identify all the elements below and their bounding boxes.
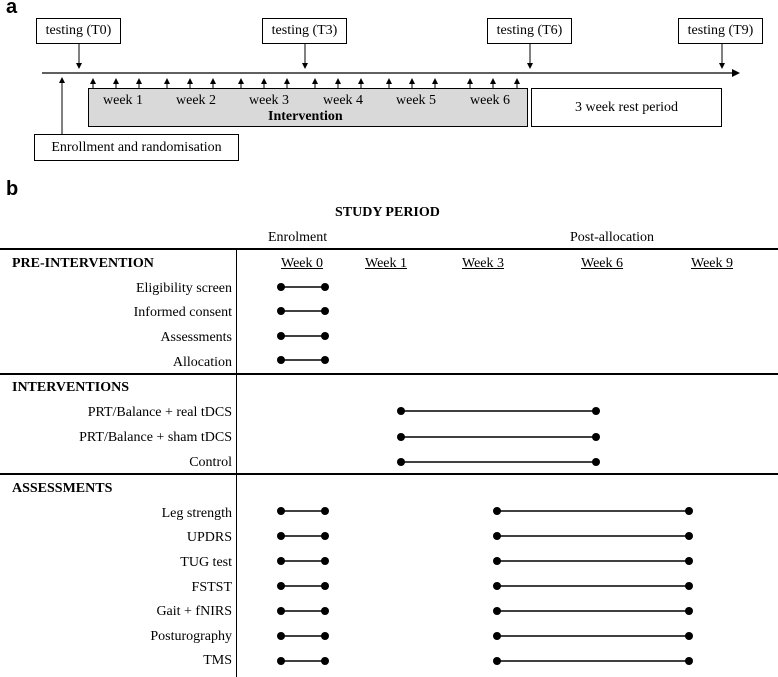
timeline-dot-17-start — [493, 557, 501, 565]
timeline-dot-7-end — [592, 458, 600, 466]
timeline-dot-10-start — [277, 557, 285, 565]
timeline-dot-8-end — [321, 507, 329, 515]
timeline-dot-13-start — [277, 632, 285, 640]
enrolment-header: Enrolment — [268, 230, 328, 245]
timeline-dot-15-start — [493, 507, 501, 515]
timeline-dot-17-end — [685, 557, 693, 565]
timeline-dot-5-end — [592, 407, 600, 415]
timeline-dot-8-start — [277, 507, 285, 515]
timeline-dot-2-end — [321, 307, 329, 315]
timeline-dot-10-end — [321, 557, 329, 565]
week-2-label: week 2 — [176, 93, 217, 108]
timeline-dot-21-start — [493, 657, 501, 665]
post-allocation-header: Post-allocation — [570, 230, 654, 245]
row-posturography: Posturography — [150, 629, 232, 644]
intervention-label: Intervention — [268, 109, 343, 124]
timeline-dot-12-start — [277, 607, 285, 615]
col-week-3: Week 3 — [461, 256, 505, 271]
timeline-dot-11-end — [321, 582, 329, 590]
timeline-dot-12-end — [321, 607, 329, 615]
col-week-1: Week 1 — [364, 256, 408, 271]
row-control: Control — [189, 455, 232, 470]
timeline-dot-14-start — [277, 657, 285, 665]
timeline-dot-15-end — [685, 507, 693, 515]
row-allocation: Allocation — [172, 355, 232, 370]
row-eligibility-screen: Eligibility screen — [135, 281, 232, 296]
row-tug-test: TUG test — [180, 555, 232, 570]
timeline-dot-1-start — [277, 283, 285, 291]
timeline-dot-16-start — [493, 532, 501, 540]
timeline-dot-5-start — [397, 407, 405, 415]
rest-period-box: 3 week rest period — [531, 88, 722, 127]
timeline-dot-4-end — [321, 356, 329, 364]
timeline-dot-6-end — [592, 433, 600, 441]
timeline-dot-3-end — [321, 332, 329, 340]
row-informed-consent: Informed consent — [133, 305, 232, 320]
week-4-label: week 4 — [323, 93, 364, 108]
study-period-title: STUDY PERIOD — [335, 205, 440, 220]
testing-t3-box: testing (T3) — [262, 18, 347, 44]
row-updrs: UPDRS — [186, 530, 232, 545]
row-assessments: Assessments — [160, 330, 232, 345]
week-3-label: week 3 — [249, 93, 290, 108]
timeline-dot-1-end — [321, 283, 329, 291]
section-interventions: INTERVENTIONS — [12, 380, 129, 395]
col-week-6: Week 6 — [580, 256, 624, 271]
timeline-dot-13-end — [321, 632, 329, 640]
section-pre-intervention: PRE-INTERVENTION — [12, 256, 154, 271]
row-gait-fnirs: Gait + fNIRS — [156, 604, 232, 619]
timeline-dot-11-start — [277, 582, 285, 590]
timeline-dot-18-start — [493, 582, 501, 590]
testing-t6-box: testing (T6) — [487, 18, 572, 44]
row-leg-strength: Leg strength — [161, 506, 232, 521]
testing-t9-box: testing (T9) — [678, 18, 763, 44]
timeline-dot-19-start — [493, 607, 501, 615]
timeline-dot-18-end — [685, 582, 693, 590]
week-5-label: week 5 — [396, 93, 437, 108]
timeline-dot-14-end — [321, 657, 329, 665]
panel-b-label: b — [6, 178, 19, 200]
timeline-dot-20-start — [493, 632, 501, 640]
week-6-label: week 6 — [470, 93, 511, 108]
timeline-dot-6-start — [397, 433, 405, 441]
timeline-dot-19-end — [685, 607, 693, 615]
timeline-dot-2-start — [277, 307, 285, 315]
col-week-9: Week 9 — [690, 256, 734, 271]
timeline-dot-7-start — [397, 458, 405, 466]
testing-t0-box: testing (T0) — [36, 18, 121, 44]
timeline-dot-9-start — [277, 532, 285, 540]
timeline-dot-20-end — [685, 632, 693, 640]
timeline-dot-16-end — [685, 532, 693, 540]
row-tms: TMS — [203, 653, 232, 668]
col-week-0: Week 0 — [280, 256, 324, 271]
row-sham-tdcs: PRT/Balance + sham tDCS — [79, 430, 232, 445]
timeline-dot-3-start — [277, 332, 285, 340]
timeline-dot-4-start — [277, 356, 285, 364]
section-assessments: ASSESSMENTS — [12, 481, 113, 496]
week-1-label: week 1 — [103, 93, 144, 108]
timeline-dot-21-end — [685, 657, 693, 665]
row-real-tdcs: PRT/Balance + real tDCS — [87, 405, 232, 420]
timeline-dot-9-end — [321, 532, 329, 540]
enrollment-box: Enrollment and randomisation — [34, 134, 239, 161]
row-fstst: FSTST — [191, 580, 232, 595]
panel-a-label: a — [6, 0, 18, 18]
